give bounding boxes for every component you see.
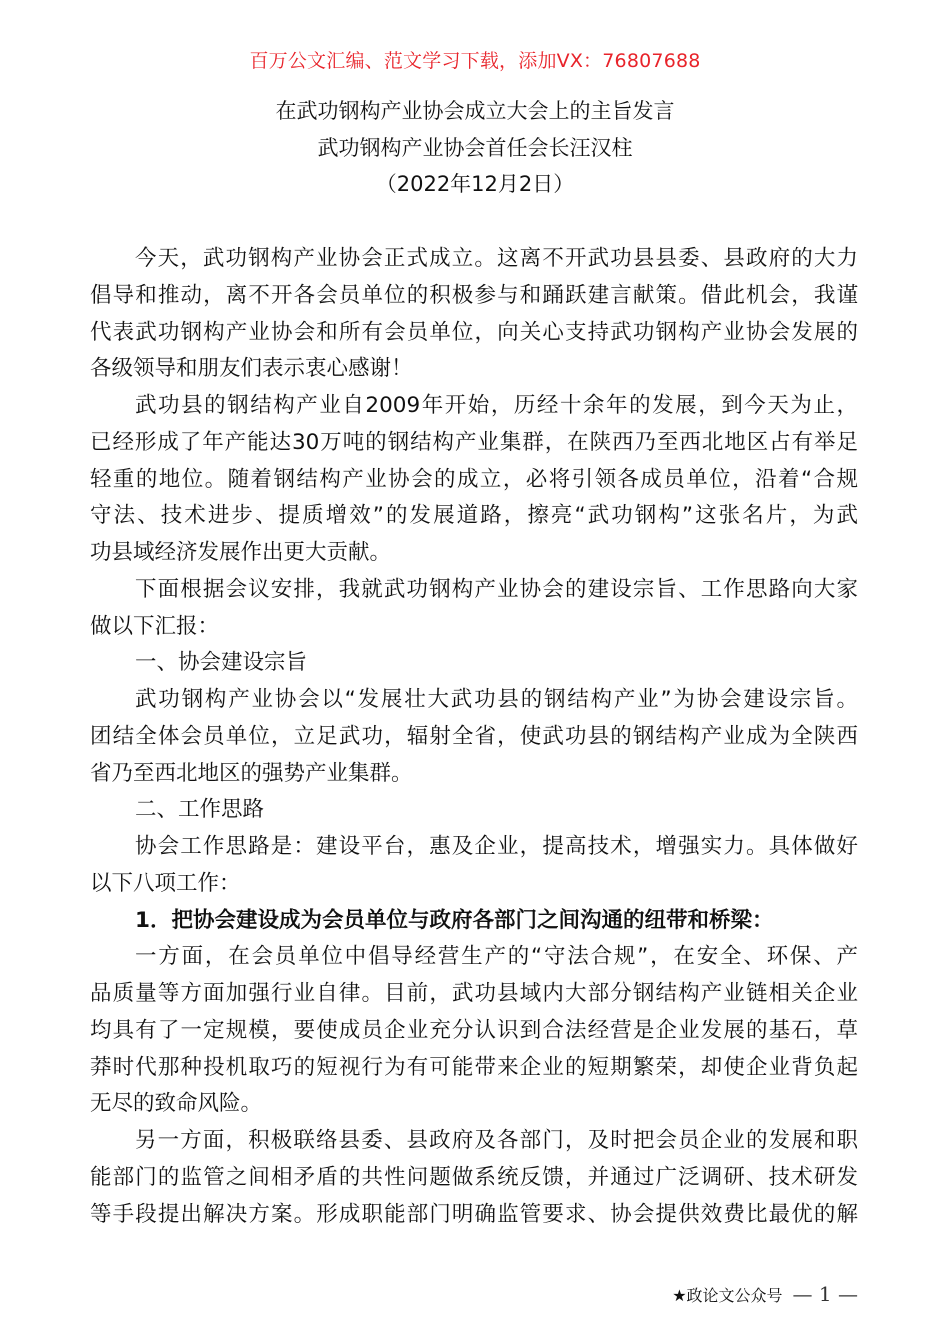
text-line: 均具有了一定规模，要使成员企业充分认识到合法经营是企业发展的基石，草 [90,1017,858,1043]
text-line: 武功县的钢结构产业自2009年开始，历经十余年的发展，到今天为止， [135,393,858,418]
text-line: 能部门的监管之间相矛盾的共性问题做系统反馈，并通过广泛调研、技术研发 [90,1164,858,1190]
text-line: 守法、技术进步、提质增效”的发展道路，擦亮“武功钢构”这张名片，为武 [90,503,858,529]
paragraph [90,645,858,682]
text-line: 做以下汇报： [90,613,220,639]
text-line: 功县域经济发展作出更大贡献。 [90,540,392,565]
text-line: 今天，武功钢构产业协会正式成立。这离不开武功县县委、县政府的大力 [135,246,858,271]
text-line: 各级领导和朋友们表示衷心感谢！ [90,356,413,382]
text-line: 武功钢构产业协会以“发展壮大武功县的钢结构产业”为协会建设宗旨。 [135,687,858,712]
text-line: 轻重的地位。随着钢结构产业协会的成立，必将引领各成员单位，沿着“合规 [90,466,858,492]
document-body [90,241,858,1233]
text-line: 一、协会建设宗旨 [135,650,308,676]
paragraph [90,572,858,646]
text-line: 1．把协会建设成为会员单位与政府各部门之间沟通的纽带和桥梁： [135,907,774,933]
speaker-line: 武功钢构产业协会首任会长汪汉柱 [317,135,633,160]
paragraph [90,682,858,792]
page-number: — 1 — [792,1282,858,1306]
text-line: 省乃至西北地区的强势产业集群。 [90,760,413,786]
text-line: 另一方面，积极联络县委、县政府及各部门，及时把会员企业的发展和职 [135,1128,858,1153]
section-heading [90,903,858,940]
page-footer [672,1282,858,1306]
date-line: （2022年12月2日） [375,172,575,197]
footer-source: ★政论文公众号 [672,1285,783,1305]
paragraph [90,829,858,903]
paragraph [90,792,858,829]
text-line: 协会工作思路是：建设平台，惠及企业，提高技术，增强实力。具体做好 [135,834,858,859]
text-line: 等手段提出解决方案。形成职能部门明确监管要求、协会提供效费比最优的解 [90,1201,858,1227]
text-line: 无尽的致命风险。 [90,1091,263,1117]
watermark-banner: 百万公文汇编、范文学习下载，添加VX：76807688 [249,50,701,72]
text-line: 以下八项工作： [90,870,241,896]
text-line: 二、工作思路 [135,797,265,823]
text-line: 代表武功钢构产业协会和所有会员单位，向关心支持武功钢构产业协会发展的 [90,319,858,345]
document-title: 在武功钢构产业协会成立大会上的主旨发言 [275,99,675,123]
text-line: 一方面，在会员单位中倡导经营生产的“守法合规”，在安全、环保、产 [135,944,858,970]
text-line: 下面根据会议安排，我就武功钢构产业协会的建设宗旨、工作思路向大家 [135,576,858,602]
text-line: 倡导和推动，离不开各会员单位的积极参与和踊跃建言献策。借此机会，我谨 [90,282,858,308]
document-header [0,93,950,203]
text-line: 莽时代那种投机取巧的短视行为有可能带来企业的短期繁荣，却使企业背负起 [90,1054,858,1080]
paragraph [90,388,858,572]
text-line: 已经形成了年产能达30万吨的钢结构产业集群，在陕西乃至西北地区占有举足 [90,429,858,455]
paragraph [90,939,858,1123]
text-line: 团结全体会员单位，立足武功，辐射全省，使武功县的钢结构产业成为全陕西 [90,723,858,749]
paragraph [90,241,858,388]
paragraph [90,1123,858,1233]
text-line: 品质量等方面加强行业自律。目前，武功县域内大部分钢结构产业链相关企业 [90,981,858,1006]
